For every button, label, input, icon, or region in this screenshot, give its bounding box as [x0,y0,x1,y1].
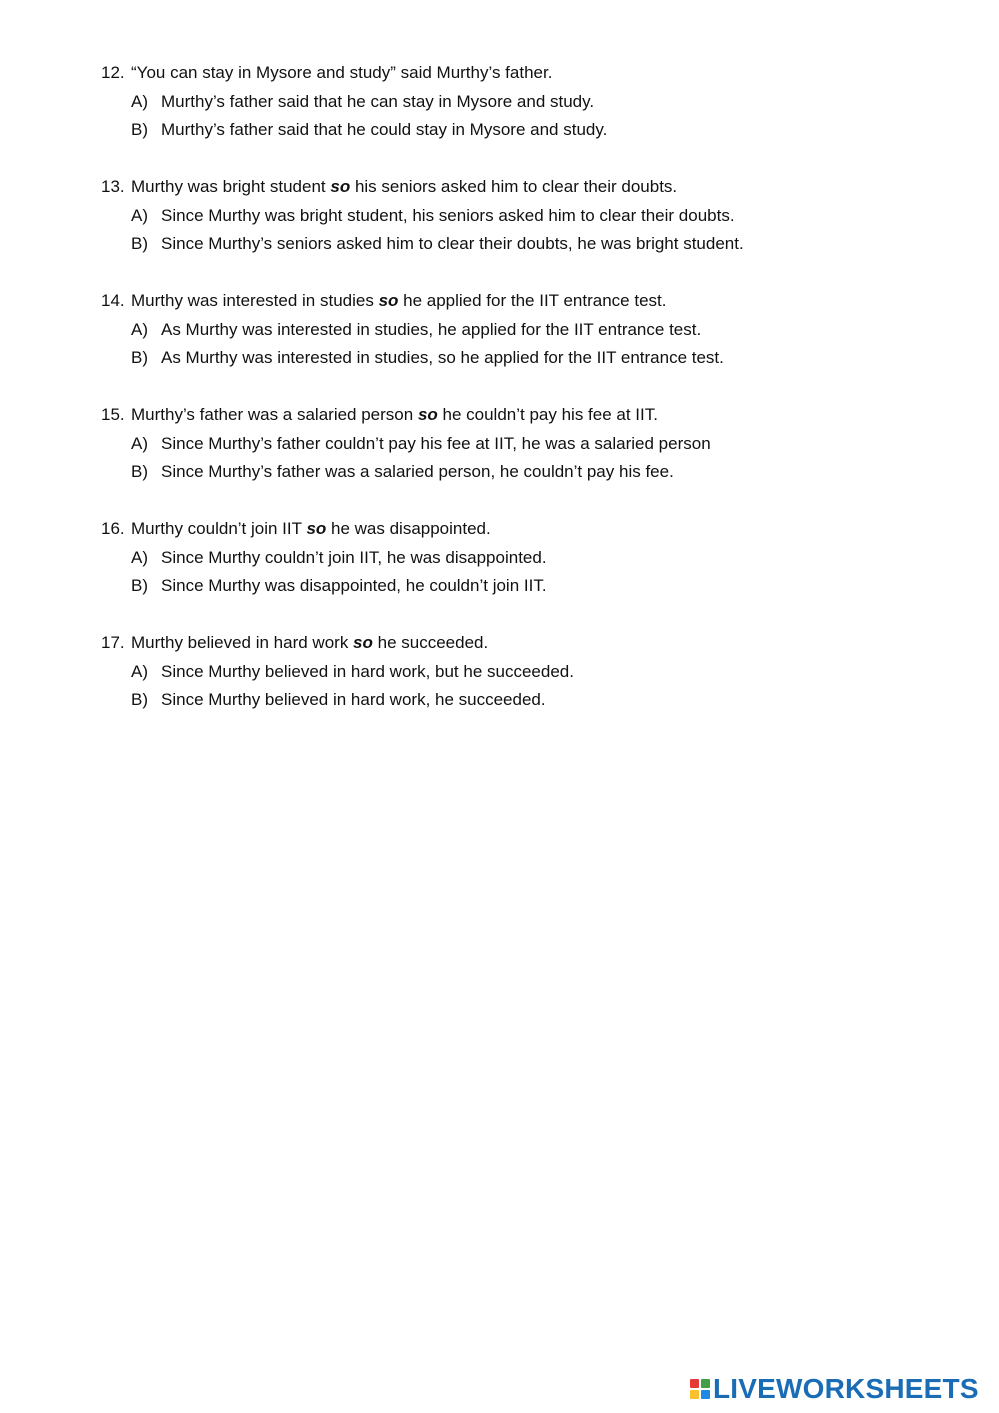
liveworksheets-brand [690,1374,979,1404]
option-letter: A) [131,205,148,225]
stem-text-end: he couldn’t pay his fee at IIT. [437,405,658,424]
stem-keyword: so [417,405,438,424]
option-b[interactable] [101,572,961,601]
stem-text-end: he applied for the IIT entrance test. [398,291,667,310]
stem-text-end: his seniors asked him to clear their doubts. [350,177,678,196]
option-b[interactable] [101,344,961,373]
option-a[interactable] [101,316,961,345]
stem-keyword: so [306,519,327,538]
question-number: 17. [101,633,125,652]
option-a[interactable] [101,430,961,459]
stem-text: “You can stay in Mysore and study” said Murthy’s father. [131,63,553,82]
option-text: Since Murthy was disappointed, he couldn’t join IIT. [161,576,547,595]
worksheet [101,59,961,743]
question-stem [101,59,961,88]
question-16 [101,515,961,601]
option-a[interactable] [101,658,961,687]
option-text: Since Murthy’s father couldn’t pay his fee at IIT, he was a salaried person [161,433,711,453]
question-number: 16. [101,519,125,538]
question-stem [101,401,961,430]
stem-keyword: so [330,177,351,196]
question-14 [101,287,961,373]
option-b[interactable] [101,116,961,145]
option-text: Since Murthy’s father was a salaried person, he couldn’t pay his fee. [161,462,674,481]
option-a[interactable] [101,544,961,573]
logo-tile [690,1390,699,1399]
option-letter: A) [131,319,148,339]
liveworksheets-logo-icon [690,1379,710,1399]
option-text: Since Murthy’s seniors asked him to clear their doubts, he was bright student. [161,234,744,253]
stem-text-end: he was disappointed. [326,519,491,538]
option-text: Murthy’s father said that he can stay in Mysore and study. [161,91,595,111]
option-a[interactable] [101,88,961,117]
option-text: Murthy’s father said that he could stay in Mysore and study. [161,120,608,139]
option-text: As Murthy was interested in studies, he applied for the IIT entrance test. [161,319,702,339]
stem-text: Murthy believed in hard work [131,633,354,652]
stem-text: Murthy couldn’t join IIT [131,519,307,538]
question-stem [101,629,961,658]
option-letter: B) [131,234,148,253]
option-letter: A) [131,91,148,111]
question-15 [101,401,961,487]
logo-tile [701,1379,710,1388]
question-number: 14. [101,291,125,310]
question-stem [101,515,961,544]
option-text: Since Murthy was bright student, his seniors asked him to clear their doubts. [161,205,735,225]
stem-keyword: so [378,291,399,310]
question-17 [101,629,961,715]
logo-tile [690,1379,699,1388]
question-stem [101,173,961,202]
option-b[interactable] [101,686,961,715]
question-13 [101,173,961,259]
logo-tile [701,1390,710,1399]
option-text: Since Murthy couldn’t join IIT, he was disappointed. [161,547,547,567]
option-letter: B) [131,690,148,709]
option-letter: A) [131,433,148,453]
option-letter: A) [131,661,148,681]
question-number: 12. [101,63,125,82]
option-letter: B) [131,348,148,367]
stem-text: Murthy’s father was a salaried person [131,405,418,424]
option-b[interactable] [101,458,961,487]
stem-text-end: he succeeded. [372,633,489,652]
question-12 [101,59,961,145]
option-letter: B) [131,576,148,595]
question-number: 13. [101,177,125,196]
question-stem [101,287,961,316]
option-text: Since Murthy believed in hard work, but he succeeded. [161,661,574,681]
stem-text: Murthy was interested in studies [131,291,379,310]
option-a[interactable] [101,202,961,231]
option-text: Since Murthy believed in hard work, he succeeded. [161,690,546,709]
option-letter: B) [131,120,148,139]
option-letter: B) [131,462,148,481]
option-letter: A) [131,547,148,567]
option-text: As Murthy was interested in studies, so he applied for the IIT entrance test. [161,348,724,367]
option-b[interactable] [101,230,961,259]
stem-text: Murthy was bright student [131,177,331,196]
brand-name: LIVEWORKSHEETS [713,1373,979,1404]
question-number: 15. [101,405,125,424]
stem-keyword: so [353,633,373,652]
